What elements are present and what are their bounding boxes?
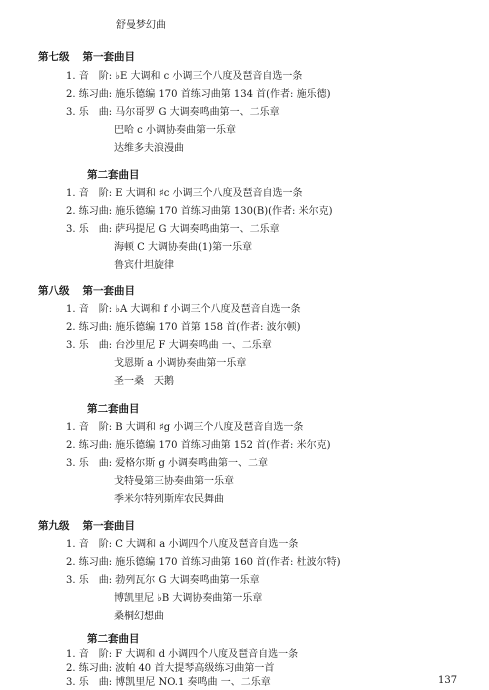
list-item: 2. 练习曲: 施乐德编 170 首练习曲第 160 首(作者: 杜波尔特) bbox=[66, 557, 341, 568]
list-item: 1. 音 阶: B 大调和 ♯g 小调三个八度及琶音自选一条 bbox=[66, 422, 304, 433]
set-title: 第二套曲目 bbox=[87, 633, 140, 645]
list-item: 1. 音 阶: C 大调和 a 小调四个八度及琶音自选一条 bbox=[66, 539, 299, 550]
list-item-extra: 达维多夫浪漫曲 bbox=[114, 143, 184, 154]
list-item: 3. 乐 曲: 台沙里尼 F 大调奏鸣曲 一、二乐章 bbox=[66, 340, 272, 351]
list-item-extra: 鲁宾什坦旋律 bbox=[114, 260, 174, 271]
level-heading-8 bbox=[38, 286, 135, 297]
page-number: 137 bbox=[438, 675, 458, 686]
list-item: 1. 音 阶: ♭A 大调和 f 小调三个八度及琶音自选一条 bbox=[66, 304, 301, 315]
list-item-extra: 戈恩斯 a 小调协奏曲第一乐章 bbox=[114, 358, 247, 369]
list-item-extra: 戈特曼第三协奏曲第一乐章 bbox=[114, 476, 234, 487]
list-item: 2. 练习曲: 施乐德编 170 首练习曲第 152 首(作者: 米尔克) bbox=[66, 440, 331, 451]
list-item: 3. 乐 曲: 马尔哥罗 G 大调奏鸣曲第一、二乐章 bbox=[66, 107, 280, 118]
list-item: 1. 音 阶: ♭E 大调和 c 小调三个八度及琶音自选一条 bbox=[66, 71, 303, 82]
list-item: 3. 乐 曲: 博凯里尼 NO.1 奏鸣曲 一、二乐章 bbox=[66, 677, 271, 688]
list-item-extra: 季米尔特列斯库农民舞曲 bbox=[114, 494, 224, 505]
set-title: 第二套曲目 bbox=[87, 403, 140, 415]
list-item-extra: 海顿 C 大调协奏曲(1)第一乐章 bbox=[114, 242, 253, 253]
list-item-extra: 博凯里尼 ♭B 大调协奏曲第一乐章 bbox=[114, 593, 263, 604]
list-item-extra: 巴哈 c 小调协奏曲第一乐章 bbox=[114, 125, 236, 136]
list-item-extra: 圣一桑 天鹅 bbox=[114, 376, 174, 387]
list-item: 3. 乐 曲: 爱格尔斯 g 小调奏鸣曲第一、二章 bbox=[66, 458, 269, 469]
level-label: 第七级 bbox=[38, 51, 70, 63]
set-title: 第一套曲目 bbox=[82, 520, 135, 532]
list-item: 2. 练习曲: 波帕 40 首大提琴高级练习曲第一首 bbox=[66, 663, 275, 674]
list-item: 2. 练习曲: 施乐德编 170 首第 158 首(作者: 波尔顿) bbox=[66, 322, 301, 333]
level-heading-7 bbox=[38, 52, 135, 63]
level-label: 第九级 bbox=[38, 520, 70, 532]
list-item: 2. 练习曲: 施乐德编 170 首练习曲第 130(B)(作者: 米尔克) bbox=[66, 206, 333, 217]
list-item: 1. 音 阶: E 大调和 ♯c 小调三个八度及琶音自选一条 bbox=[66, 188, 303, 199]
list-item: 3. 乐 曲: 勃列瓦尔 G 大调奏鸣曲第一乐章 bbox=[66, 575, 260, 586]
set-title: 第二套曲目 bbox=[87, 169, 140, 181]
top-line: 舒曼梦幻曲 bbox=[116, 20, 166, 31]
set-title: 第一套曲目 bbox=[82, 285, 135, 297]
list-item: 3. 乐 曲: 萨玛提尼 G 大调奏鸣曲第一、二乐章 bbox=[66, 224, 280, 235]
list-item: 2. 练习曲: 施乐德编 170 首练习曲第 134 首(作者: 施乐德) bbox=[66, 89, 331, 100]
level-heading-9 bbox=[38, 521, 135, 532]
level-label: 第八级 bbox=[38, 285, 70, 297]
list-item: 1. 音 阶: F 大调和 d 小调四个八度及琶音自选一条 bbox=[66, 649, 299, 660]
list-item-extra: 桑桐幻想曲 bbox=[114, 611, 164, 622]
set-title: 第一套曲目 bbox=[82, 51, 135, 63]
